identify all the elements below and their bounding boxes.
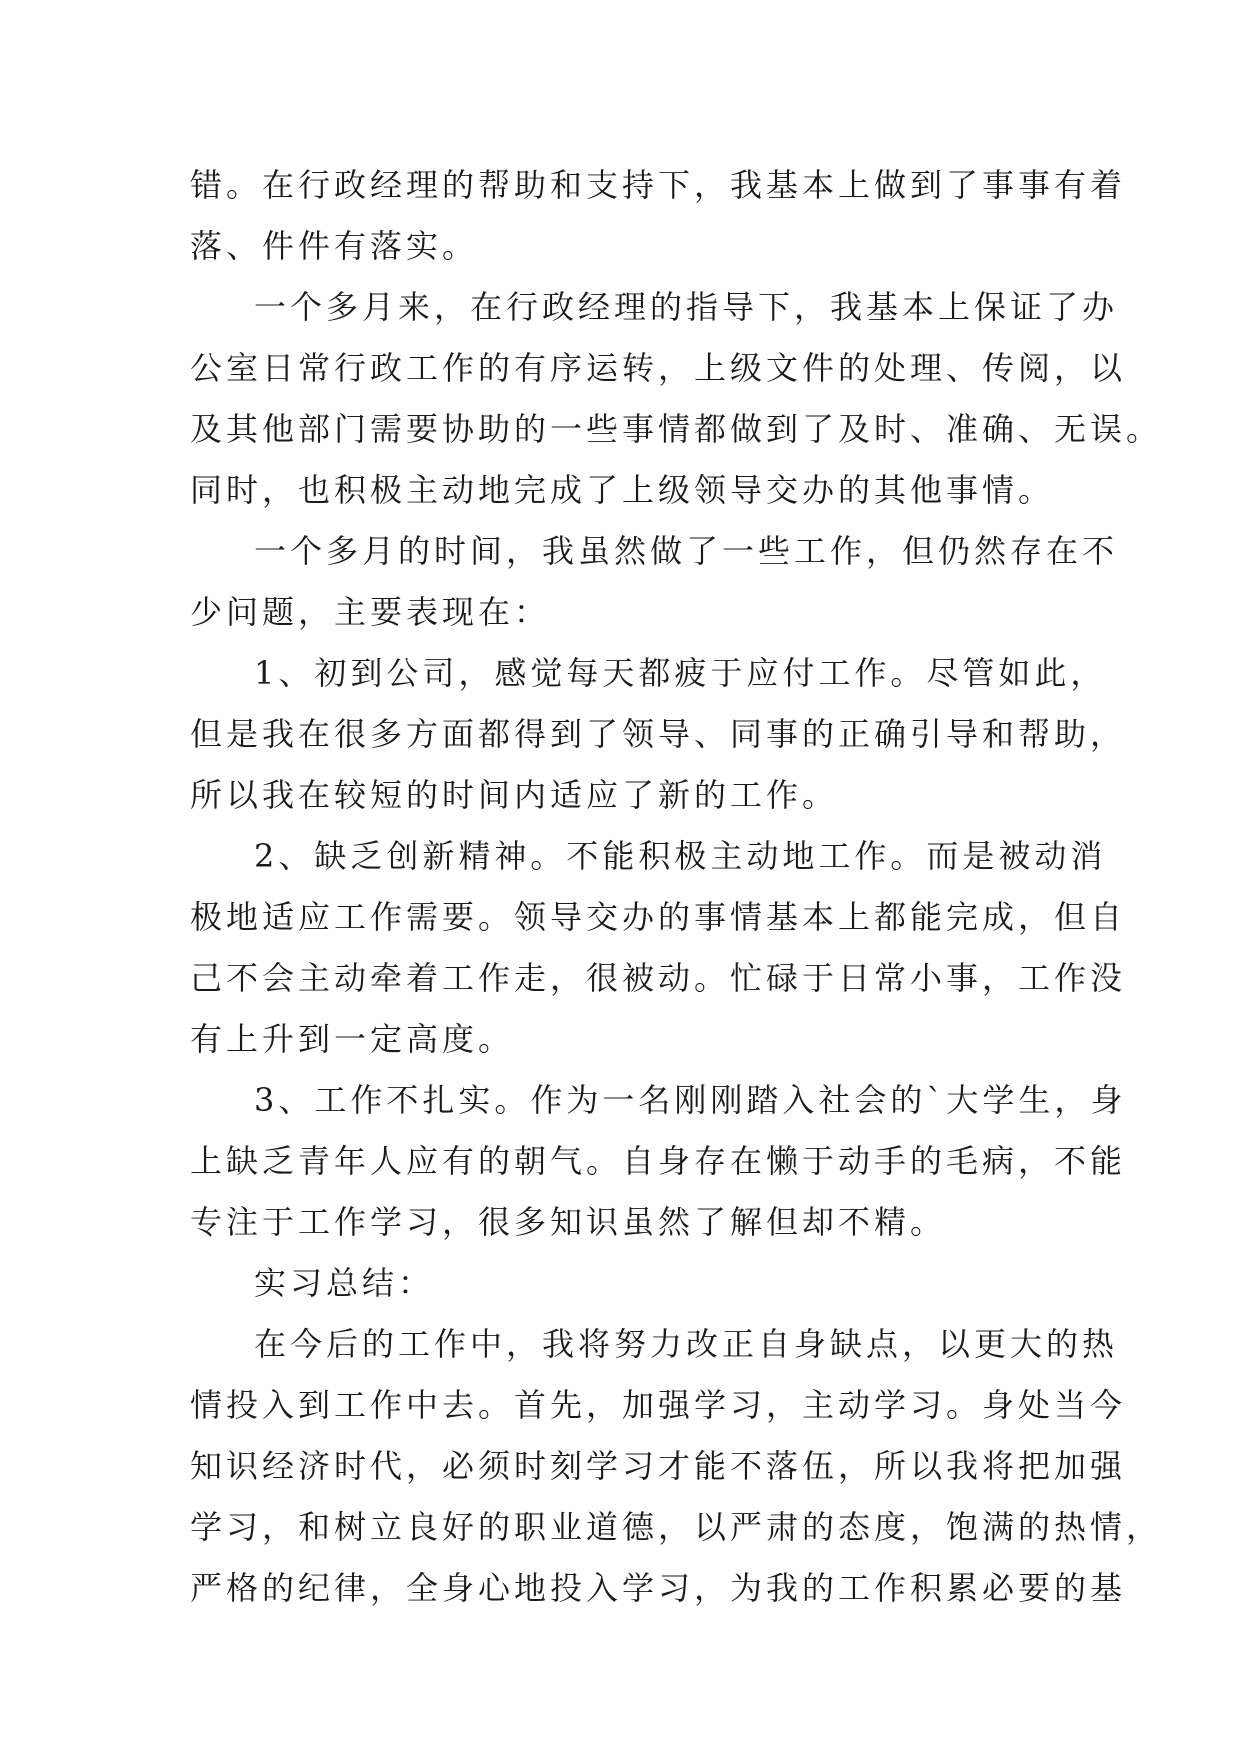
text-line: 情投入到工作中去。首先，加强学习，主动学习。身处当今 — [190, 1386, 1127, 1424]
text-line: 己不会主动牵着工作走，很被动。忙碌于日常小事，工作没 — [190, 959, 1127, 997]
text-line: 上缺乏青年人应有的朝气。自身存在懒于动手的毛病，不能 — [190, 1142, 1127, 1180]
text-line: 错。在行政经理的帮助和支持下，我基本上做到了事事有着 — [190, 166, 1127, 204]
text-line: 学习，和树立良好的职业道德，以严肃的态度，饱满的热情， — [190, 1508, 1163, 1546]
text-line: 一个多月来，在行政经理的指导下，我基本上保证了办 — [254, 288, 1119, 326]
document-body — [190, 155, 1163, 1619]
text-line: 公室日常行政工作的有序运转，上级文件的处理、传阅，以 — [190, 349, 1127, 387]
text-line: 知识经济时代，必须时刻学习才能不落伍，所以我将把加强 — [190, 1447, 1127, 1485]
text-line: 但是我在很多方面都得到了领导、同事的正确引导和帮助， — [190, 715, 1127, 753]
text-line: 少问题，主要表现在： — [190, 593, 551, 631]
text-line: 专注于工作学习，很多知识虽然了解但却不精。 — [190, 1203, 947, 1241]
text-line: 实习总结： — [254, 1264, 435, 1302]
text-line: 落、件件有落实。 — [190, 227, 479, 265]
text-line: 极地适应工作需要。领导交办的事情基本上都能完成，但自 — [190, 898, 1127, 936]
text-line: 2、缺乏创新精神。不能积极主动地工作。而是被动消 — [254, 837, 1107, 875]
text-line: 在今后的工作中，我将努力改正自身缺点，以更大的热 — [254, 1325, 1119, 1363]
text-line: 及其他部门需要协助的一些事情都做到了及时、准确、无误。 — [190, 410, 1163, 448]
text-line: 严格的纪律，全身心地投入学习，为我的工作积累必要的基 — [190, 1569, 1127, 1607]
text-line: 1、初到公司，感觉每天都疲于应付工作。尽管如此， — [254, 654, 1107, 692]
text-line: 3、工作不扎实。作为一名刚刚踏入社会的`大学生，身 — [254, 1081, 1127, 1119]
text-line: 同时，也积极主动地完成了上级领导交办的其他事情。 — [190, 471, 1055, 509]
text-line: 一个多月的时间，我虽然做了一些工作，但仍然存在不 — [254, 532, 1119, 570]
text-line: 有上升到一定高度。 — [190, 1020, 515, 1058]
text-line: 所以我在较短的时间内适应了新的工作。 — [190, 776, 839, 814]
